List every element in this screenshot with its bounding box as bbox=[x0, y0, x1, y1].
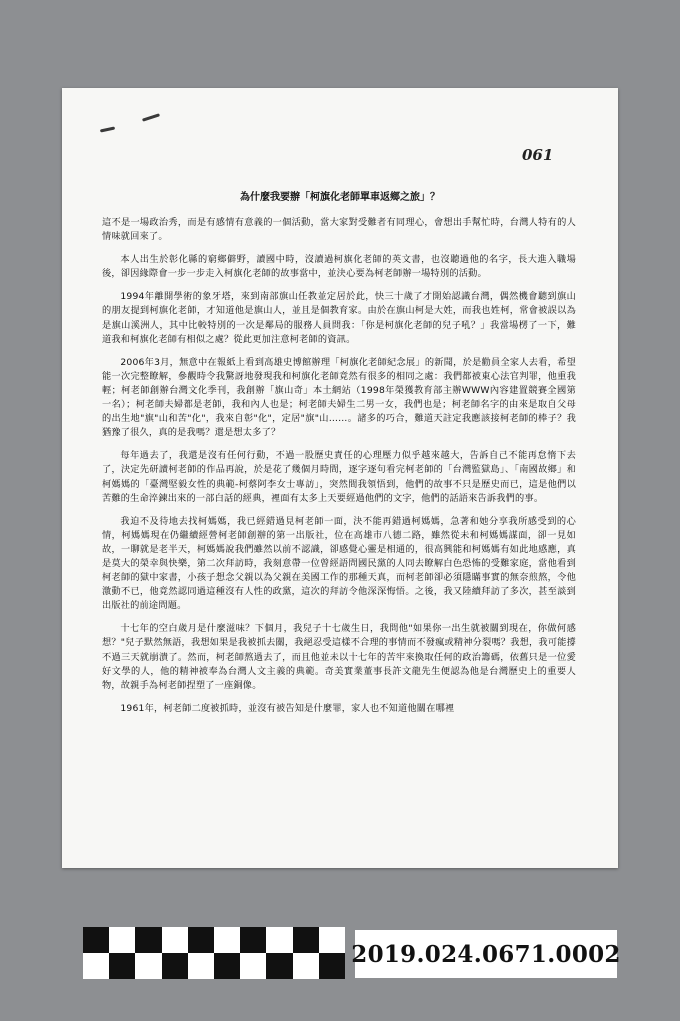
paragraph: 2006年3月，無意中在報紙上看到高雄史博館辦理「柯旗化老師紀念展」的新聞，於是勸員全家人去看，希望能一次完整瞭解，參觀時令我驚訝地發現我和柯旗化老師竟然有很多的相同之處：我們都被東心法官判罪，他重我輕；柯老師創辦台灣文化季刊，我創辦「旗山奇」本土網站（1998年榮獲教育部主辦WWW內容建置競賽全國第一名）；柯老師夫婦都是老師，我和內人也是；柯老師夫婦生二男一女，我們也是；柯老師名字的由來是取自父母的出生地"旗"山和苦"化"，我來自彰"化"，定居"旗"山……。諸多的巧合，難道天註定我應該接柯老師的棒子？我猶豫了很久，真的是我嗎？還是想太多了？ bbox=[102, 356, 576, 439]
document-title: 為什麼我要辦「柯旗化老師單車返鄉之旅」？ bbox=[240, 192, 440, 203]
paragraph: 1961年，柯老師二度被抓時，並沒有被告知是什麼罪，家人也不知道他關在哪裡 bbox=[120, 702, 455, 714]
paragraph: 我迫不及待地去找柯媽媽，我已經錯過見柯老師一面，決不能再錯過柯媽媽，急著和她分享我所感受到的心情，柯媽媽現在仍繼續經營柯老師創辦的第一出版社，位在高雄市八德二路，雖然從未和柯媽媽謀面，卻一見如故，一聊就是老半天，柯媽媽說我們雖然以前不認識，卻感覺心靈是相通的，很高興能和柯媽媽有如此地感應，真是莫大的榮幸與快樂，第二次拜訪時，我刻意帶一位曾經語問國民黨的人同去瞭解白色恐怖的受難家庭，當他看到柯老師的獄中家書，小孩子想念父親以為父親在美國工作的那種天真，而柯老師卻必須隱瞞事實的無奈煎熬，令他激動不已，他竟然認同過這種沒有人性的政黨，這次的拜訪令他深深悔悟。之後，我又陸續拜訪了多次，甚至談到出版社的前途問題。 bbox=[102, 515, 576, 612]
pencil-mark bbox=[100, 126, 115, 132]
paragraph: 十七年的空白歲月是什麼滋味？下個月，我兒子十七歲生日，我問他"如果你一出生就被關到現在，你做何感想？"兒子默然無語，我想如果是我被抓去關，我絕忍受這樣不合理的事情而不發瘋或精神分裂嗎？我想，我可能撐不過三天就崩潰了。然而，柯老師熬過去了，而且他並未以十七年的苦牢來換取任何的政治籌碼，依舊只是一位愛好文學的人，他的精神被奉為台灣人文主義的典範。奇美實業董事長許文龍先生便認為他是台灣歷史上的重要人物，故親手為柯老師捏塑了一座銅像。 bbox=[102, 623, 576, 691]
paragraph: 每年過去了，我還是沒有任何行動，不過一股歷史責任的心理壓力似乎越來越大，告訴自己不能再怠惰下去了，決定先研讀柯老師的作品再說，於是花了幾個月時間，逐字逐句看完柯老師的「台灣監獄島」、「南國故鄉」和柯媽媽的「臺灣堅毅女性的典範-柯蔡阿李女士專訪」，突然間我領悟到，他們的故事不只是歷史而已，這是他們以苦難的生命淬鍊出來的一部白話的經典，裡面有太多上天要經過他們的文字，他們的話語來告訴我們的事。 bbox=[102, 450, 576, 504]
checker-scale-bar bbox=[83, 927, 345, 979]
pencil-mark bbox=[142, 113, 160, 121]
paragraph: 本人出生於彰化縣的窮鄉僻野，讀國中時，沒讀過柯旗化老師的英文書，也沒聽過他的名字，長大進入職場後，卻因緣際會一步一步走入柯旗化老師的故事當中，並決心要為柯老師辦一場特別的活動。 bbox=[102, 254, 576, 280]
paragraph: 1994年離開學術的象牙塔，來到南部旗山任教並定居於此，快三十歲了才開始認識台灣，偶然機會聽到旗山的朋友提到柯旗化老師，才知道他是旗山人，並且是個教育家。由於在旗山柯是大姓，而我也姓柯，常會被誤以為是旗山溪洲人，其中比較特別的一次是鄰局的服務人員問我：「你是柯旗化老師的兒子吼？」我當場楞了一下，難道我和柯旗化老師有相似之處？從此更加注意柯老師的資訊。 bbox=[102, 291, 576, 345]
document-body bbox=[102, 216, 576, 725]
document-page bbox=[62, 88, 618, 868]
handwritten-page-number: 061 bbox=[522, 146, 554, 164]
catalog-number-label: 2019.024.0671.0002 bbox=[355, 930, 617, 978]
paragraph: 這不是一場政治秀，而是有感情有意義的一個活動，當大家對受難者有同理心，會想出手幫忙時，台灣人特有的人情味就回來了。 bbox=[102, 217, 576, 243]
